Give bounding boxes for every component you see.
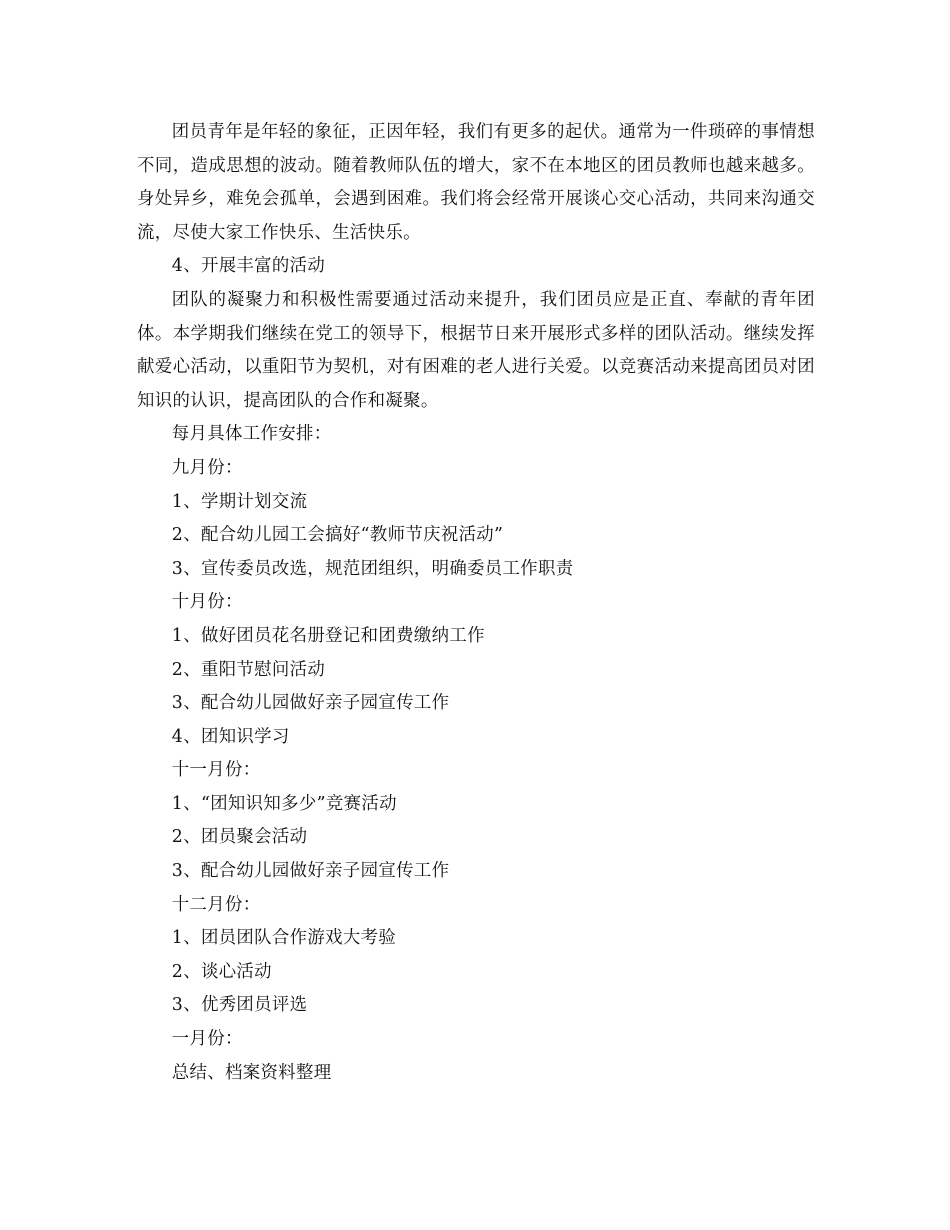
list-item: 总结、档案资料整理 bbox=[171, 1062, 332, 1083]
list-item: 3、配合幼儿园做好亲子园宣传工作 bbox=[171, 693, 450, 714]
month-heading-september: 九月份： bbox=[171, 457, 243, 478]
month-heading-january: 一月份： bbox=[171, 1029, 243, 1050]
section-heading-activities: 4、开展丰富的活动 bbox=[171, 256, 326, 277]
list-item: 2、谈心活动 bbox=[171, 961, 272, 982]
list-item: 2、重阳节慰问活动 bbox=[171, 659, 326, 680]
schedule-heading: 每月具体工作安排： bbox=[171, 424, 332, 445]
list-item: 1、“团知识知多少”竞赛活动 bbox=[171, 793, 397, 814]
month-heading-october: 十月份： bbox=[171, 592, 243, 613]
list-item: 1、团员团队合作游戏大考验 bbox=[171, 928, 397, 949]
list-item: 4、团知识学习 bbox=[171, 726, 290, 747]
list-item: 3、优秀团员评选 bbox=[171, 995, 308, 1016]
paragraph-activities: 团队的凝聚力和积极性需要通过活动来提升，我们团员应是正直、奉献的青年团体。本学期我们继续在党工的领导下，根据节日来开展形式多样的团队活动。继续发挥献爱心活动，以重阳节为契机，对有困难的老人进行关爱。以竞赛活动来提高团员对团知识的认识，提高团队的合作和凝聚。 bbox=[137, 289, 815, 411]
month-heading-november: 十一月份： bbox=[171, 760, 261, 781]
list-item: 1、学期计划交流 bbox=[171, 491, 308, 512]
month-heading-december: 十二月份： bbox=[171, 894, 261, 915]
paragraph-youth: 团员青年是年轻的象征，正因年轻，我们有更多的起伏。通常为一件琐碎的事情想不同，造成思想的波动。随着教师队伍的增大，家不在本地区的团员教师也越来越多。身处异乡，难免会孤单，会遇到困难。我们将会经常开展谈心交心活动，共同来沟通交流，尽使大家工作快乐、生活快乐。 bbox=[137, 122, 815, 243]
list-item: 3、配合幼儿园做好亲子园宣传工作 bbox=[171, 861, 450, 882]
list-item: 1、做好团员花名册登记和团费缴纳工作 bbox=[171, 625, 485, 646]
list-item: 3、宣传委员改选，规范团组织，明确委员工作职责 bbox=[171, 558, 574, 579]
list-item: 2、配合幼儿园工会搞好“教师节庆祝活动” bbox=[171, 525, 504, 546]
document-body bbox=[137, 116, 815, 1090]
list-item: 2、团员聚会活动 bbox=[171, 827, 308, 848]
